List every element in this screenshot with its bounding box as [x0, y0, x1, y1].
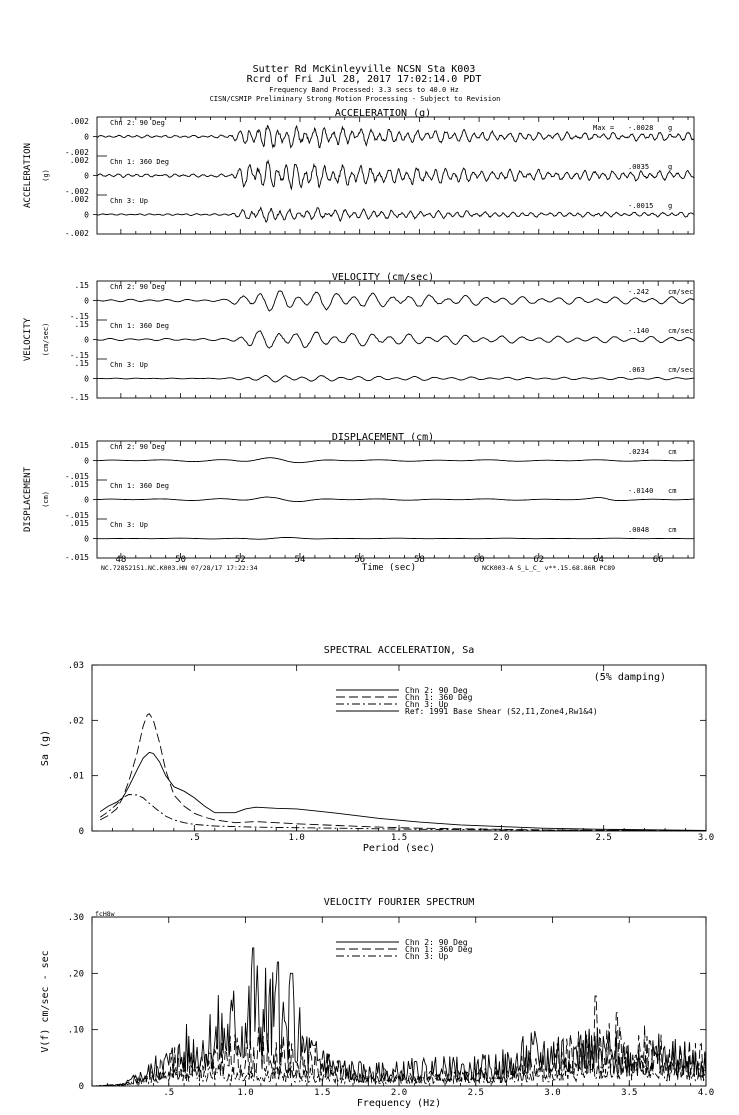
trace-line: [97, 208, 694, 223]
max-unit: cm: [668, 448, 677, 456]
panel-ylabel: DISPLACEMENT: [23, 466, 33, 533]
y-tick-label: .002: [69, 156, 89, 165]
trace-line: [97, 331, 694, 348]
chart-title: VELOCITY FOURIER SPECTRUM: [323, 897, 475, 908]
max-value: .0234: [628, 448, 650, 456]
x-tick-label: 3.0: [544, 1088, 561, 1098]
max-value: -.0028: [628, 124, 654, 132]
channel-label: Chn 1: 360 Deg: [110, 322, 170, 330]
y-tick-label: .015: [69, 519, 89, 528]
footer-record-id: NC.72852151.NC.K003.HN 07/28/17 17:22:34: [101, 564, 258, 572]
channel-label: Chn 1: 360 Deg: [110, 482, 170, 490]
channel-trace-2: [70, 320, 694, 360]
max-value: .0048: [628, 526, 650, 534]
channel-label: Chn 2: 90 Deg: [110, 119, 165, 127]
spectral-acceleration-chart: [40, 645, 714, 854]
panel-title: VELOCITY (cm/sec): [331, 272, 435, 283]
legend-entry: Chn 2: 90 Deg: [405, 938, 468, 947]
max-value: .0035: [628, 163, 650, 171]
y-tick-label: 0: [78, 827, 84, 837]
y-tick-label: .15: [74, 359, 89, 368]
y-tick-label: -.015: [64, 511, 89, 520]
channel-trace-2: [65, 480, 694, 520]
legend: [336, 938, 473, 961]
y-tick-label: -.002: [64, 229, 89, 238]
y-tick-label: .002: [69, 195, 89, 204]
y-tick-label: -.002: [64, 187, 89, 196]
max-value: -.140: [628, 327, 650, 335]
channel-label: Chn 3: Up: [110, 197, 148, 205]
max-value: -.0140: [628, 487, 654, 495]
max-unit: g: [668, 163, 673, 171]
time-axis-label: Time (sec): [361, 563, 417, 573]
legend-entry: Chn 3: Up: [405, 952, 449, 961]
max-label: Max =: [593, 124, 615, 132]
max-unit: g: [668, 202, 673, 210]
max-unit: g: [668, 124, 673, 132]
x-tick-label: 66: [652, 555, 664, 565]
x-tick-label: 58: [413, 555, 425, 565]
channel-label: Chn 3: Up: [110, 361, 148, 369]
legend-entry: Chn 3: Up: [405, 700, 449, 709]
time-series-panels: [23, 108, 694, 573]
x-tick-label: .5: [163, 1088, 175, 1098]
panel-ylabel: VELOCITY: [23, 317, 33, 362]
legend-entry: Chn 1: 360 Deg: [405, 693, 473, 702]
x-tick-label: .5: [188, 833, 200, 843]
x-tick-label: 2.0: [390, 1088, 408, 1098]
panel-title: ACCELERATION (g): [334, 108, 432, 119]
y-tick-label: -.002: [64, 148, 89, 157]
panel-yunit: (cm): [42, 491, 50, 508]
y-tick-label: -.15: [69, 351, 89, 360]
x-tick-label: 1.0: [288, 833, 305, 843]
y-tick-label: .015: [69, 441, 89, 450]
trace-line: [97, 497, 694, 502]
x-tick-label: 4.0: [697, 1088, 715, 1098]
y-tick-label: .30: [67, 913, 84, 923]
trace-line: [97, 458, 694, 463]
legend-entry: Ref: 1991 Base Shear (S2,I1,Zone4,Rw1&4): [405, 707, 598, 716]
y-tick-label: 0: [84, 534, 89, 544]
damping-annotation: (5% damping): [593, 672, 666, 683]
x-tick-label: 2.5: [467, 1088, 484, 1098]
trace-line: [97, 161, 694, 189]
y-tick-label: -.015: [64, 472, 89, 481]
channel-trace-3: [70, 359, 694, 402]
y-tick-label: 0: [84, 456, 89, 466]
max-value: .063: [628, 366, 645, 374]
y-tick-label: 0: [84, 132, 89, 142]
y-tick-label: .03: [67, 661, 84, 671]
max-unit: cm/sec: [668, 327, 694, 335]
channel-trace-1: [65, 117, 694, 157]
x-tick-label: 60: [473, 555, 485, 565]
y-tick-label: 0: [84, 296, 89, 306]
velocity-fourier-spectrum-chart: [40, 897, 714, 1109]
channel-label: Chn 2: 90 Deg: [110, 283, 165, 291]
channel-trace-3: [65, 195, 694, 238]
panel-vel: [23, 272, 694, 402]
header-band: Frequency Band Processed: 3.3 secs to 40.0 Hz: [269, 86, 459, 94]
y-tick-label: 0: [84, 335, 89, 345]
max-unit: cm/sec: [668, 366, 694, 374]
x-tick-label: 50: [175, 555, 187, 565]
max-unit: cm/sec: [668, 288, 694, 296]
y-tick-label: .002: [69, 117, 89, 126]
channel-trace-1: [70, 281, 694, 321]
panel-disp: [23, 432, 694, 562]
x-tick-label: 3.0: [697, 833, 715, 843]
y-axis-label: Sa (g): [40, 729, 51, 767]
y-tick-label: 0: [84, 210, 89, 220]
x-axis-label: Frequency (Hz): [356, 1098, 442, 1109]
y-tick-label: .10: [67, 1025, 84, 1036]
y-tick-label: .15: [74, 320, 89, 329]
y-tick-label: .20: [67, 969, 84, 980]
series-line-2: [100, 714, 706, 831]
y-tick-label: .015: [69, 480, 89, 489]
y-tick-label: 0: [84, 374, 89, 384]
header-disclaimer: CISN/CSMIP Preliminary Strong Motion Processing - Subject to Revision: [209, 95, 501, 103]
y-axis-label: V(f) cm/sec - sec: [40, 950, 51, 1053]
footer-processing-id: NCK003-A S_L_C_ v**.15.68.86R PC89: [482, 564, 616, 572]
x-tick-label: 56: [354, 555, 366, 565]
panel-yunit: (cm/sec): [42, 322, 50, 357]
x-tick-label: 1.5: [314, 1088, 331, 1098]
panel-title: DISPLACEMENT (cm): [331, 432, 435, 443]
y-tick-label: .01: [67, 771, 84, 782]
x-axis-label: Period (sec): [362, 843, 436, 854]
panel-acc: [23, 108, 694, 238]
header-station: Sutter Rd McKinleyville NCSN Sta K003: [252, 64, 476, 75]
max-unit: cm: [668, 526, 677, 534]
x-tick-label: 62: [533, 555, 545, 565]
y-tick-label: 0: [84, 171, 89, 181]
y-tick-label: -.15: [69, 312, 89, 321]
series-line-1: [100, 752, 706, 830]
channel-label: Chn 2: 90 Deg: [110, 443, 165, 451]
channel-trace-2: [65, 156, 694, 196]
series-line-3: [100, 795, 706, 831]
y-tick-label: .15: [74, 281, 89, 290]
y-tick-label: -.015: [64, 553, 89, 562]
y-tick-label: -.15: [69, 393, 89, 402]
x-tick-label: 54: [294, 555, 306, 565]
plot-code-annotation: fcH8w: [95, 910, 115, 918]
channel-label: Chn 3: Up: [110, 521, 148, 529]
x-tick-label: 1.5: [390, 833, 408, 843]
trace-line: [97, 291, 694, 311]
y-tick-label: .02: [67, 716, 84, 727]
trace-line: [97, 375, 694, 382]
y-tick-label: 0: [78, 1082, 84, 1092]
legend-entry: Chn 1: 360 Deg: [405, 945, 473, 954]
header-record: Rcrd of Fri Jul 28, 2017 17:02:14.0 PDT: [246, 74, 482, 85]
panel-ylabel: ACCELERATION: [23, 142, 33, 209]
max-value: -.0015: [628, 202, 654, 210]
x-tick-label: 48: [115, 555, 127, 565]
x-tick-label: 64: [593, 555, 604, 565]
x-tick-label: 1.0: [237, 1088, 254, 1098]
x-tick-label: 3.5: [621, 1088, 638, 1098]
x-tick-label: 2.0: [493, 833, 510, 843]
x-tick-label: 52: [234, 555, 246, 565]
chart-title: SPECTRAL ACCELERATION, Sa: [323, 645, 475, 656]
max-unit: cm: [668, 487, 677, 495]
panel-yunit: (g): [42, 169, 50, 182]
trace-line: [97, 537, 694, 539]
channel-label: Chn 1: 360 Deg: [110, 158, 170, 166]
max-value: -.242: [628, 288, 650, 296]
legend: [336, 686, 598, 716]
legend-entry: Chn 2: 90 Deg: [405, 686, 468, 695]
y-tick-label: 0: [84, 495, 89, 505]
channel-trace-1: [65, 441, 694, 481]
x-tick-label: 2.5: [595, 833, 612, 843]
